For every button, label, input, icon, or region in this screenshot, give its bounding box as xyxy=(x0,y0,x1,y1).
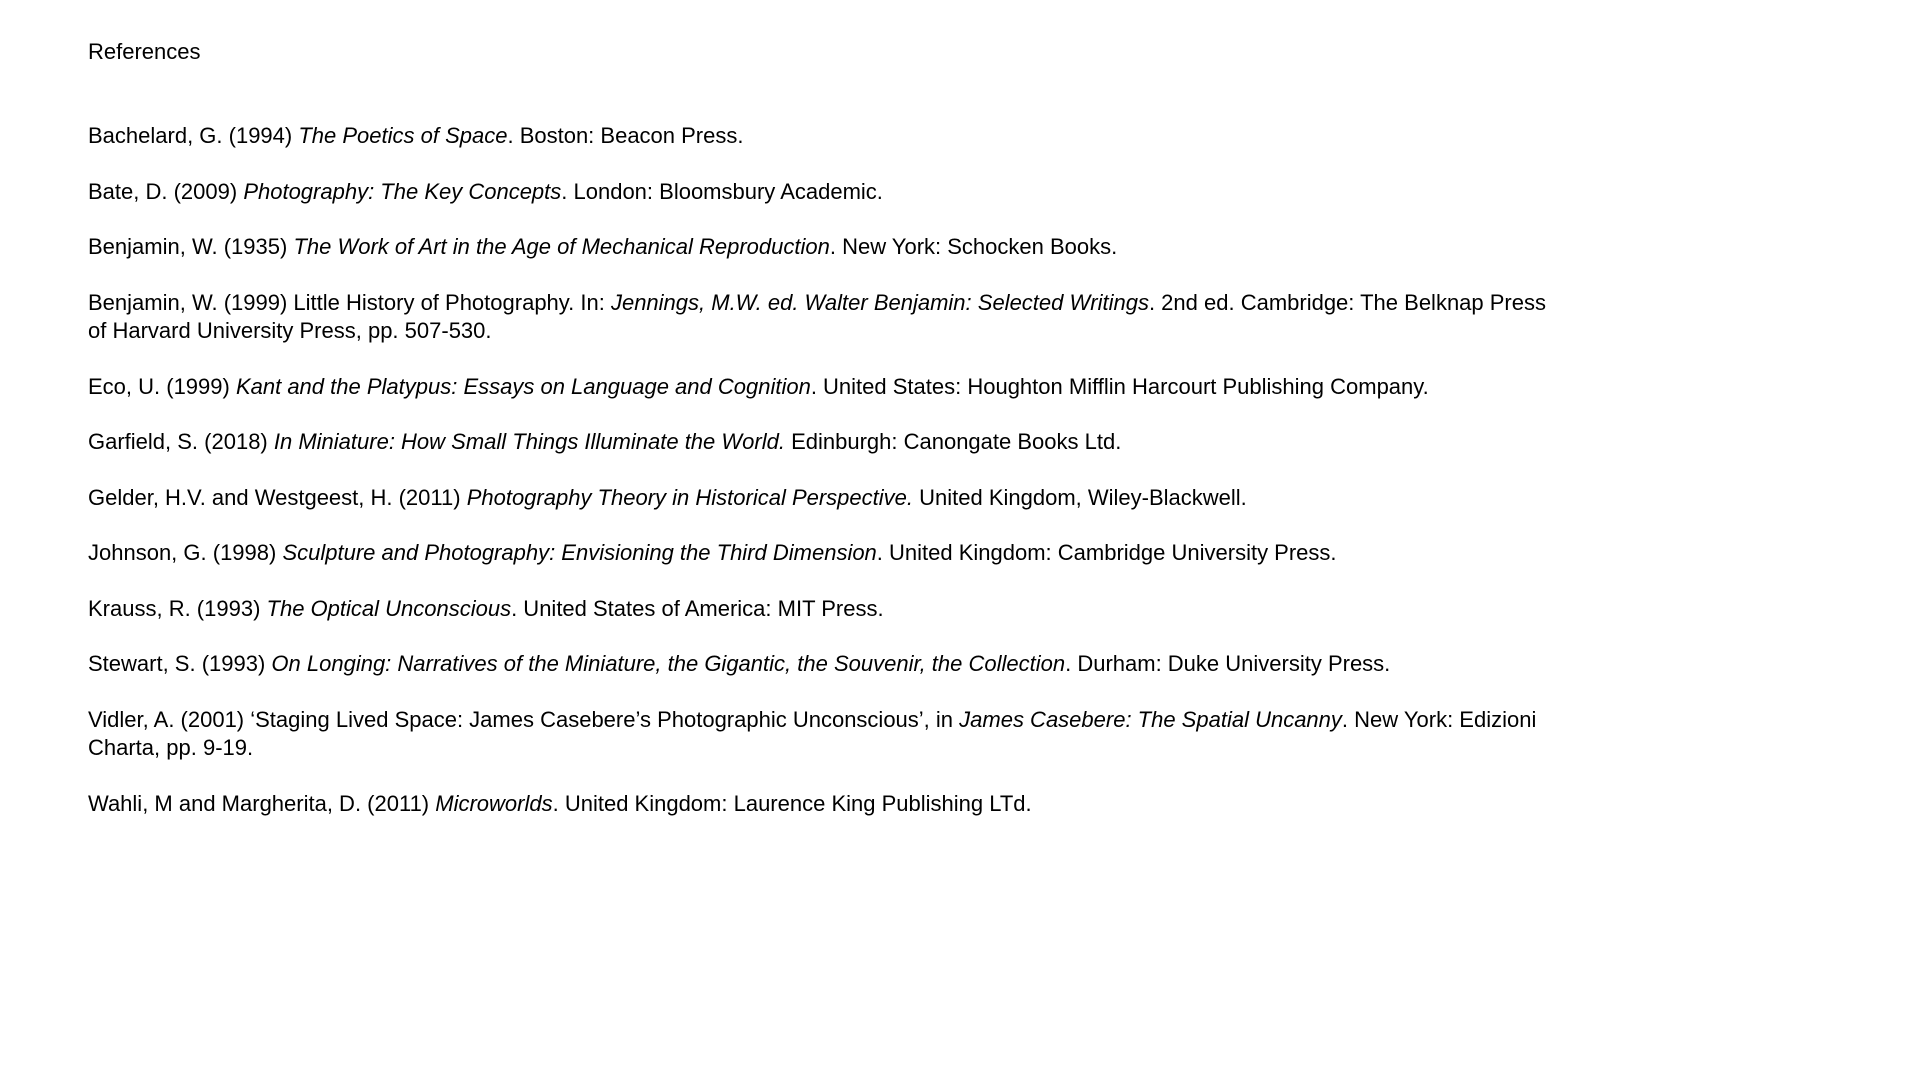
reference-item xyxy=(88,706,1548,763)
reference-item xyxy=(88,178,1548,207)
reference-title: Jennings, M.W. ed. Walter Benjamin: Selected Writings xyxy=(610,289,1149,315)
reference-text: Gelder, H.V. and Westgeest, H. (2011) xyxy=(88,484,467,510)
reference-item xyxy=(88,233,1548,262)
reference-title: Photography: The Key Concepts xyxy=(243,178,562,204)
reference-item xyxy=(88,122,1548,151)
reference-title: The Poetics of Space xyxy=(298,123,508,148)
reference-title: On Longing: Narratives of the Miniature, the Gigantic, the Souvenir, the Collection xyxy=(271,651,1066,676)
reference-title: James Casebere: The Spatial Uncanny xyxy=(959,706,1342,732)
reference-title: Photography Theory in Historical Perspective. xyxy=(466,484,914,510)
reference-text: Garfield, S. (2018) xyxy=(88,429,274,454)
reference-item xyxy=(88,650,1548,679)
references-page xyxy=(88,38,1548,845)
reference-text: . Boston: Beacon Press. xyxy=(507,123,744,148)
reference-text: Stewart, S. (1993) xyxy=(88,651,272,676)
reference-text: Vidler, A. (2001) ‘Staging Lived Space: James Casebere’s Photographic Unconscious’, in xyxy=(88,706,960,732)
reference-text: . New York: Edizioni Charta, pp. 9-19. xyxy=(88,706,1537,760)
reference-text: Edinburgh: Canongate Books Ltd. xyxy=(784,429,1122,454)
reference-title: The Optical Unconscious xyxy=(266,595,512,621)
reference-title: Microworlds xyxy=(435,790,553,816)
reference-list xyxy=(88,122,1548,818)
reference-text: . London: Bloomsbury Academic. xyxy=(561,178,883,204)
reference-text: Bate, D. (2009) xyxy=(88,178,244,204)
reference-text: Krauss, R. (1993) xyxy=(88,595,267,621)
reference-text: . United Kingdom: Cambridge University Press. xyxy=(876,540,1337,565)
reference-text: Bachelard, G. (1994) xyxy=(88,123,299,148)
reference-text: Benjamin, W. (1999) Little History of Photography. In: xyxy=(88,289,611,315)
reference-title: In Miniature: How Small Things Illuminate the World. xyxy=(273,429,785,454)
reference-item xyxy=(88,539,1548,568)
reference-text: Eco, U. (1999) xyxy=(88,373,236,399)
reference-text: Benjamin, W. (1935) xyxy=(88,234,294,259)
reference-text: . New York: Schocken Books. xyxy=(829,234,1118,259)
reference-text: . United Kingdom: Laurence King Publishing LTd. xyxy=(552,790,1032,816)
reference-text: Wahli, M and Margherita, D. (2011) xyxy=(88,790,436,816)
reference-item xyxy=(88,289,1548,346)
reference-text: . United States of America: MIT Press. xyxy=(511,595,884,621)
reference-text: . 2nd ed. Cambridge: The Belknap Press of Harvard University Press, pp. 507-530. xyxy=(88,289,1546,343)
reference-item xyxy=(88,484,1548,513)
reference-item xyxy=(88,790,1548,819)
reference-text: . Durham: Duke University Press. xyxy=(1065,651,1391,676)
reference-title: Kant and the Platypus: Essays on Language and Cognition xyxy=(235,373,811,399)
reference-text: United Kingdom, Wiley-Blackwell. xyxy=(913,484,1247,510)
reference-text: . United States: Houghton Mifflin Harcourt Publishing Company. xyxy=(810,373,1429,399)
reference-item xyxy=(88,373,1548,402)
reference-title: Sculpture and Photography: Envisioning the Third Dimension xyxy=(282,540,877,565)
reference-item xyxy=(88,595,1548,624)
reference-item xyxy=(88,428,1548,457)
page-title: References xyxy=(88,39,201,64)
reference-title: The Work of Art in the Age of Mechanical Reproduction xyxy=(293,234,830,259)
reference-text: Johnson, G. (1998) xyxy=(88,540,283,565)
